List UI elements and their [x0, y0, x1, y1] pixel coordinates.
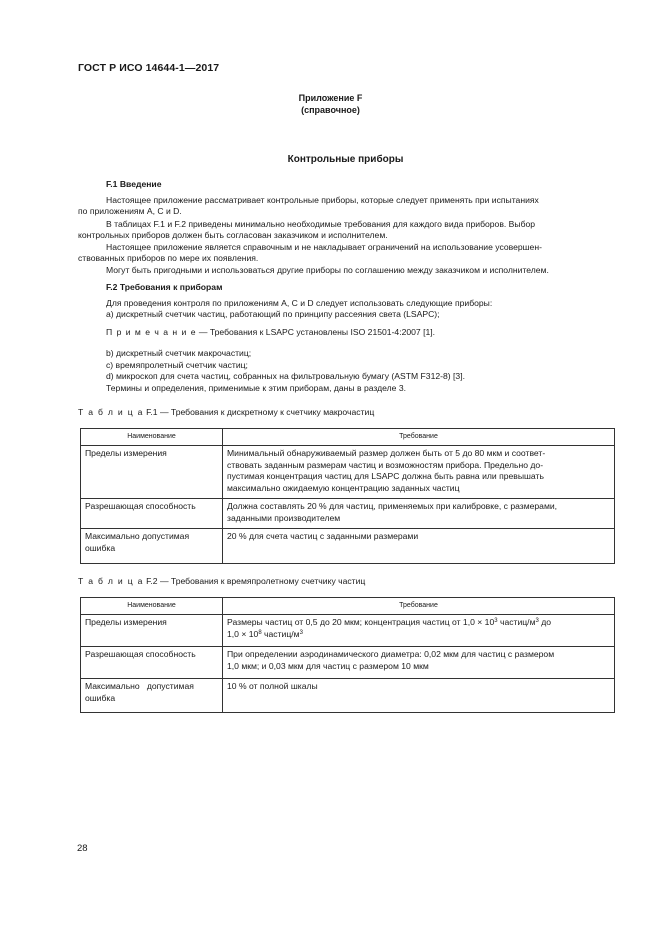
section-f1-heading: F.1 Введение — [106, 179, 162, 189]
table-header-row — [81, 598, 615, 615]
cell-requirement: При определении аэродинамического диаметра: 0,02 мкм для частиц с размером 1,0 мкм; и 0,03 мкм для частиц с размером 10 мкм — [223, 647, 615, 679]
list-item: c) времяпролетный счетчик частиц; — [106, 360, 248, 370]
column-header-requirement: Требование — [223, 598, 615, 615]
caption-text: F.1 — Требования к дискретному к счетчику макрочастиц — [143, 407, 375, 417]
list-item: а) дискретный счетчик частиц, работающий по принципу рассеяния света (LSAPC); — [106, 309, 440, 319]
section-f2-heading: F.2 Требования к приборам — [106, 282, 223, 292]
paragraph: ствованных приборов по мере их появления. — [78, 253, 259, 263]
table-row — [81, 679, 615, 713]
caption-label: Т а б л и ц а — [78, 576, 144, 586]
table-caption — [78, 407, 374, 419]
cell-requirement: Должна составлять 20 % для частиц, применяемых при калибровке, с размерами, заданными производителем — [223, 499, 615, 529]
cell-name: Пределы измерения — [81, 446, 223, 499]
table-row — [81, 647, 615, 679]
table-row — [81, 446, 615, 499]
column-header-name: Наименование — [81, 429, 223, 446]
cell-name: Максимально допустимая ошибка — [81, 529, 223, 564]
table-header-row — [81, 429, 615, 446]
requirements-table-f1 — [80, 428, 615, 564]
note-text: — Требования к LSAPC установлены ISO 21501-4:2007 [1]. — [196, 327, 436, 337]
appendix-type: (справочное) — [301, 105, 360, 115]
caption-label: Т а б л и ц а — [78, 407, 144, 417]
paragraph: В таблицах F.1 и F.2 приведены минимально необходимые требования для каждого вида приборов. Выбор — [106, 219, 536, 229]
cell-name: Разрешающая способность — [81, 499, 223, 529]
list-item: b) дискретный счетчик макрочастиц; — [106, 348, 252, 358]
cell-name: Пределы измерения — [81, 615, 223, 647]
table-row — [81, 529, 615, 564]
paragraph: контрольных приборов должен быть согласован заказчиком и исполнителем. — [78, 230, 388, 240]
paragraph: Для проведения контроля по приложениям A, C и D следует использовать следующие приборы: — [106, 298, 493, 308]
table-row — [81, 615, 615, 647]
paragraph: Настоящее приложение рассматривает контрольные приборы, которые следует применять при испытаниях — [106, 195, 539, 205]
paragraph: Могут быть пригодными и использоваться другие приборы по соглашению между заказчиком и исполнителем. — [106, 265, 549, 275]
cell-name: Максимально допустимая ошибка — [81, 679, 223, 713]
page-number: 28 — [77, 843, 88, 854]
column-header-requirement: Требование — [223, 429, 615, 446]
list-item: d) микроскоп для счета частиц, собранных на фильтровальную бумагу (ASTM F312-8) [3]. — [106, 371, 465, 381]
paragraph: Термины и определения, применимые к этим приборам, даны в разделе 3. — [106, 383, 407, 393]
note-label: П р и м е ч а н и е — [106, 327, 197, 337]
cell-requirement: 10 % от полной шкалы — [223, 679, 615, 713]
cell-requirement: Минимальный обнаруживаемый размер должен быть от 5 до 80 мкм и соответ- ствовать заданным размерам частиц и возможностям прибора. Предельно до- пустимая концентрация частиц для LSAPC должна быть равна или превышать максимально ожидаемую концентрацию заданных частиц — [223, 446, 615, 499]
cell-requirement: 20 % для счета частиц с заданными размерами — [223, 529, 615, 564]
paragraph: Настоящее приложение является справочным и не накладывает ограничений на использование усовершен- — [106, 242, 542, 252]
table-row — [81, 499, 615, 529]
appendix-title: Контрольные приборы — [287, 154, 404, 165]
appendix-label: Приложение F — [298, 93, 363, 103]
table-caption — [78, 576, 365, 588]
caption-text: F.2 — Требования к времяпролетному счетчику частиц — [143, 576, 366, 586]
requirements-table-f2 — [80, 597, 615, 713]
standard-header: ГОСТ Р ИСО 14644-1—2017 — [78, 62, 220, 74]
paragraph: по приложениям A, C и D. — [78, 206, 182, 216]
cell-name: Разрешающая способность — [81, 647, 223, 679]
note — [106, 327, 435, 339]
cell-requirement: Размеры частиц от 0,5 до 20 мкм; концентрация частиц от $1,0 \times 10^3$ частиц/$м^3$ до $1,0 \times 10^8$ частиц/$м^3$ — [223, 615, 615, 647]
column-header-name: Наименование — [81, 598, 223, 615]
